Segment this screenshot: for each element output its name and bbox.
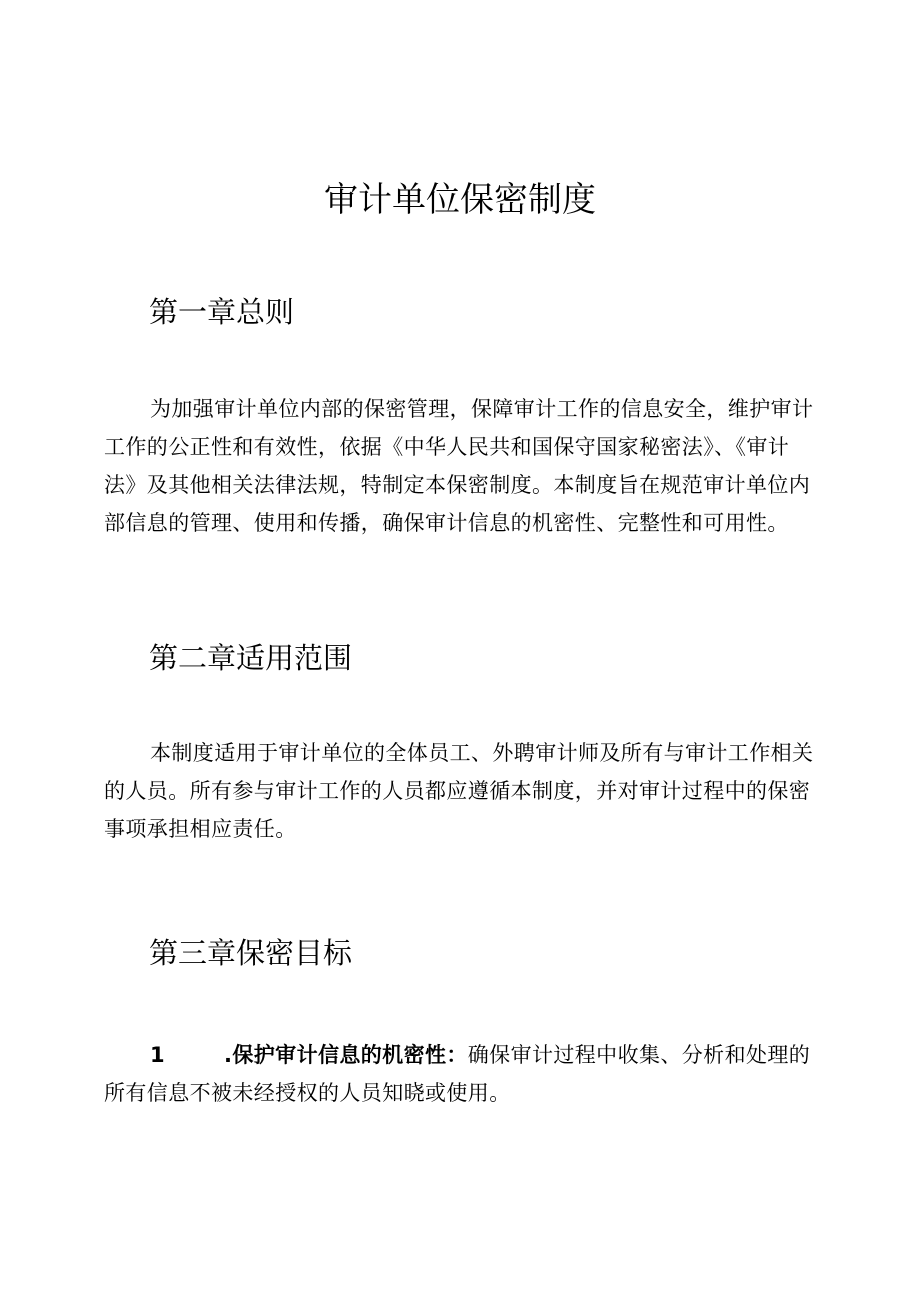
chapter-2-paragraph: 本制度适用于审计单位的全体员工、外聘审计师及所有与审计工作相关的人员。所有参与审计工作的人员都应遵循本制度，并对审计过程中的保密事项承担相应责任。: [104, 741, 814, 841]
chapter-2-heading: 第二章适用范围: [149, 641, 353, 675]
chapter-1-heading: 第一章总则: [149, 295, 295, 329]
item-number: 1: [150, 1043, 166, 1067]
document-title: 审计单位保密制度: [324, 180, 596, 220]
chapter-1-paragraph: 为加强审计单位内部的保密管理，保障审计工作的信息安全，维护审计工作的公正性和有效性，依据《中华人民共和国保守国家秘密法》、《审计法》及其他相关法律法规，特制定本保密制度。本制度旨在规范审计单位内部信息的管理、使用和传播，确保审计信息的机密性、完整性和可用性。: [104, 397, 814, 535]
item-lead-text: .保护审计信息的机密性：: [224, 1043, 468, 1067]
item-body-text: 确保审计过程中收集、分析和处理的所有信息不被未经授权的人员知晓或使用。: [104, 1043, 811, 1105]
chapter-3-heading: 第三章保密目标: [149, 936, 353, 970]
chapter-3-item-1: [104, 1036, 820, 1112]
